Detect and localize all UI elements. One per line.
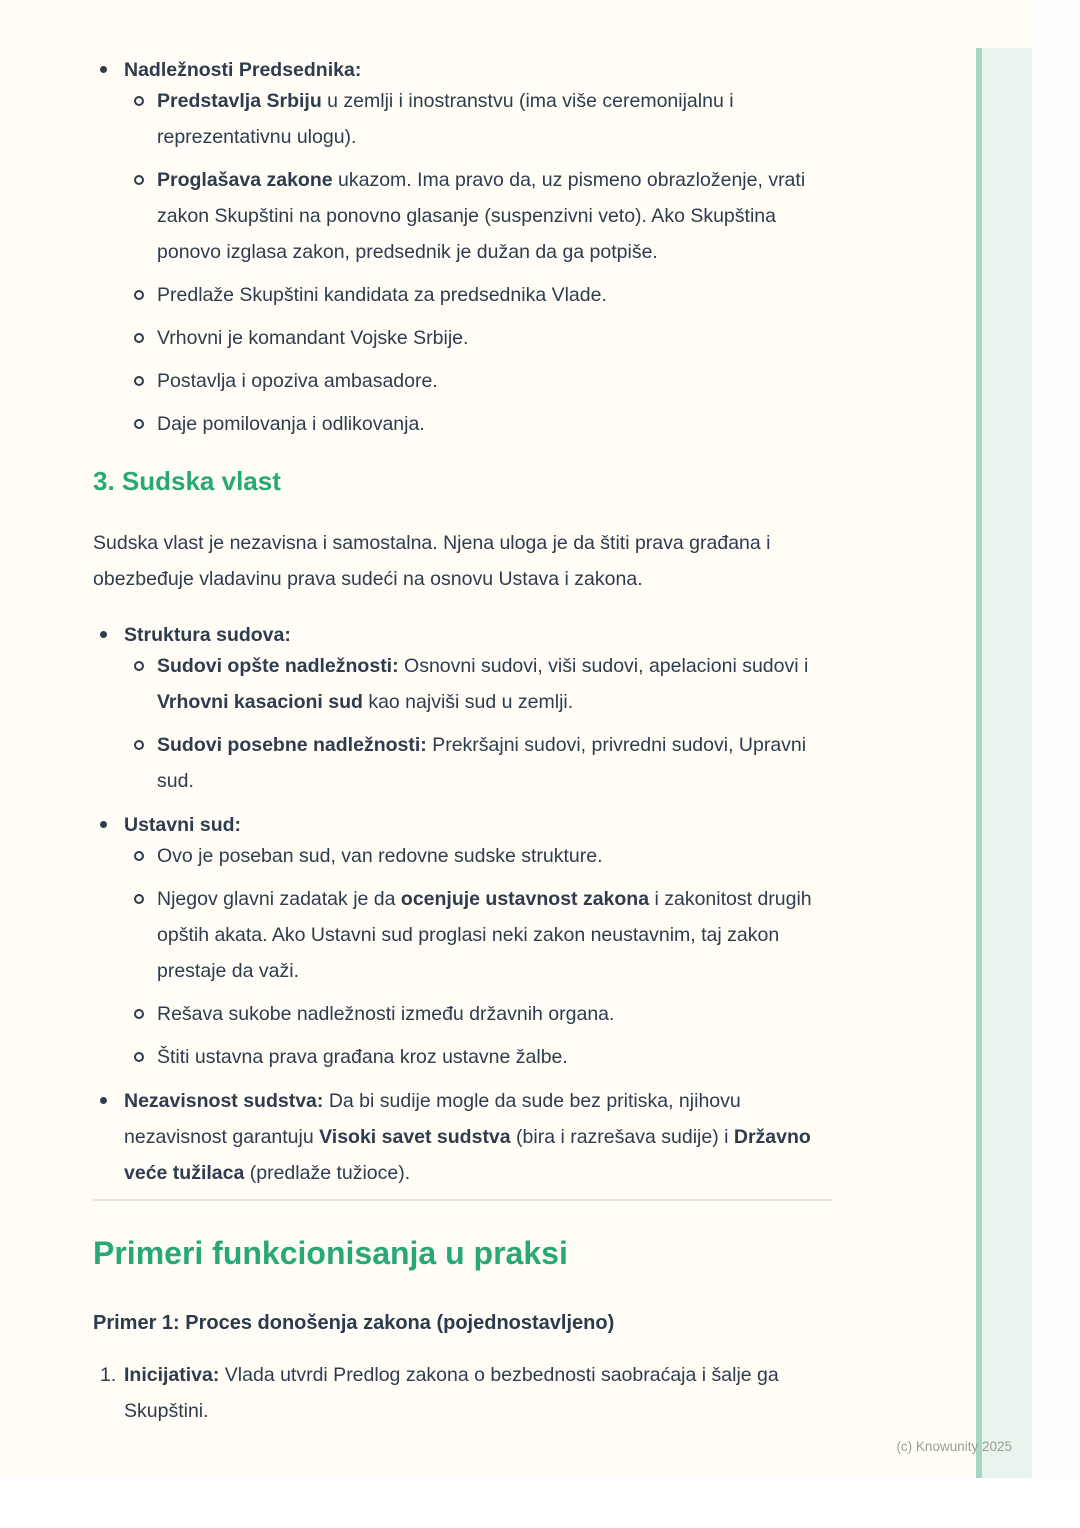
section-heading-sudska-vlast: 3. Sudska vlast <box>93 466 281 496</box>
list-item-text: Ovo je poseban sud, van redovne sudske strukture. <box>157 845 603 867</box>
court-structure-sublist <box>124 648 833 799</box>
section-divider <box>93 1199 833 1201</box>
list-item-text: Nezavisnost sudstva: <box>124 1090 324 1112</box>
list-item-text: Vrhovni kasacioni sud <box>157 691 363 713</box>
list-item <box>124 363 833 399</box>
list-item <box>124 83 833 155</box>
list-item-text: ocenjuje ustavnost zakona <box>400 888 650 910</box>
bullet-dot-icon <box>100 631 107 638</box>
bullet-circle-icon <box>134 740 144 750</box>
bullet-dot-icon <box>100 66 107 73</box>
list-item-text: Njegov glavni zadatak je da <box>157 888 401 910</box>
list-item-text: u zemlji i inostranstvu (ima više ceremonijalnu i reprezentativnu ulogu). <box>157 90 734 148</box>
list-item <box>124 277 833 313</box>
example-subheading: Primer 1: Proces donošenja zakona (pojednostavljeno) <box>93 1312 615 1334</box>
list-item-text: Predstavlja Srbiju <box>157 90 322 112</box>
list-item-label: Struktura sudova: <box>124 624 291 646</box>
page-content <box>93 52 833 1429</box>
decorative-green-stripe <box>982 48 1032 1478</box>
list-item-text: ukazom. Ima pravo da, uz pismeno obrazloženje, vrati zakon Skupštini na ponovno glasanje (suspenzivni veto). Ako Skupština ponovo izglasa zakon, predsednik je dužan da ga potpiše. <box>157 169 806 263</box>
section-intro-paragraph: Sudska vlast je nezavisna i samostalna. Njena uloga je da štiti prava građana i obezbeđuje vladavinu prava sudeći na osnovu Ustava i zakona. <box>93 532 771 590</box>
bullet-circle-icon <box>134 96 144 106</box>
list-item-text: Daje pomilovanja i odlikovanja. <box>157 413 425 435</box>
list-item-text: Inicijativa: <box>124 1364 220 1386</box>
list-item-text: Postavlja i opoziva ambasadore. <box>157 370 438 392</box>
list-item-text: Osnovni sudovi, viši sudovi, apelacioni sudovi i <box>398 655 809 677</box>
list-item <box>124 162 833 270</box>
bottom-gutter <box>0 1478 1080 1528</box>
list-item <box>124 838 833 874</box>
list-item <box>93 807 833 1075</box>
list-item <box>124 996 833 1032</box>
list-item <box>124 1039 833 1075</box>
list-item-text: (predlaže tužioce). <box>244 1162 411 1184</box>
list-item <box>93 1083 833 1191</box>
list-item-text: Predlaže Skupštini kandidata za predsednika Vlade. <box>157 284 607 306</box>
bullet-circle-icon <box>134 333 144 343</box>
list-item-text: Štiti ustavna prava građana kroz ustavne žalbe. <box>157 1046 568 1068</box>
list-item-text: Visoki savet sudstva <box>319 1126 511 1148</box>
example-steps-list <box>93 1357 833 1429</box>
list-item-text: Državno veće tužilaca <box>124 1126 811 1184</box>
list-item <box>93 1357 833 1429</box>
bullet-circle-icon <box>134 851 144 861</box>
list-number: 1. <box>100 1364 117 1386</box>
bullet-circle-icon <box>134 175 144 185</box>
bullet-circle-icon <box>134 661 144 671</box>
list-item-text: (bira i razrešava sudije) i <box>510 1126 734 1148</box>
decorative-green-stripe-edge <box>976 48 982 1478</box>
list-item <box>124 727 833 799</box>
bullet-circle-icon <box>134 1009 144 1019</box>
list-item-text: Vrhovni je komandant Vojske Srbije. <box>157 327 469 349</box>
list-item-text: kao najviši sud u zemlji. <box>362 691 574 713</box>
list-item <box>124 320 833 356</box>
copyright-footer: (c) Knowunity 2025 <box>896 1439 1012 1454</box>
president-sublist <box>124 83 833 442</box>
bullet-circle-icon <box>134 376 144 386</box>
list-item-text: Da bi sudije mogle da sude bez pritiska, njihovu nezavisnost garantuju <box>124 1090 741 1148</box>
list-item-text: Rešava sukobe nadležnosti između državnih organa. <box>157 1003 615 1025</box>
bullet-circle-icon <box>134 1052 144 1062</box>
list-item <box>93 617 833 799</box>
list-item <box>124 406 833 442</box>
bullet-circle-icon <box>134 894 144 904</box>
list-item-text: Prekršajni sudovi, privredni sudovi, Upravni sud. <box>157 734 807 792</box>
bullet-circle-icon <box>134 419 144 429</box>
constitutional-court-sublist <box>124 838 833 1075</box>
list-item-label: Ustavni sud: <box>124 814 242 836</box>
list-item-text: Proglašava zakone <box>157 169 333 191</box>
bullet-circle-icon <box>134 290 144 300</box>
list-item <box>124 881 833 989</box>
list-item-label: Nadležnosti Predsednika: <box>124 59 362 81</box>
judicial-list <box>93 617 833 1191</box>
bullet-dot-icon <box>100 1097 107 1104</box>
list-item-text: Sudovi opšte nadležnosti: <box>157 655 399 677</box>
page-title-primeri: Primeri funkcionisanja u praksi <box>93 1235 568 1271</box>
list-item <box>93 52 833 442</box>
list-item-text: Sudovi posebne nadležnosti: <box>157 734 427 756</box>
list-item-text: Vlada utvrdi Predlog zakona o bezbednosti saobraćaja i šalje ga Skupštini. <box>124 1364 779 1422</box>
list-item <box>124 648 833 720</box>
president-competencies-list <box>93 52 833 442</box>
bullet-dot-icon <box>100 821 107 828</box>
list-item-text: i zakonitost drugih opštih akata. Ako Ustavni sud proglasi neki zakon neustavnim, taj zakon prestaje da važi. <box>157 888 812 982</box>
right-gutter <box>1032 0 1080 1478</box>
